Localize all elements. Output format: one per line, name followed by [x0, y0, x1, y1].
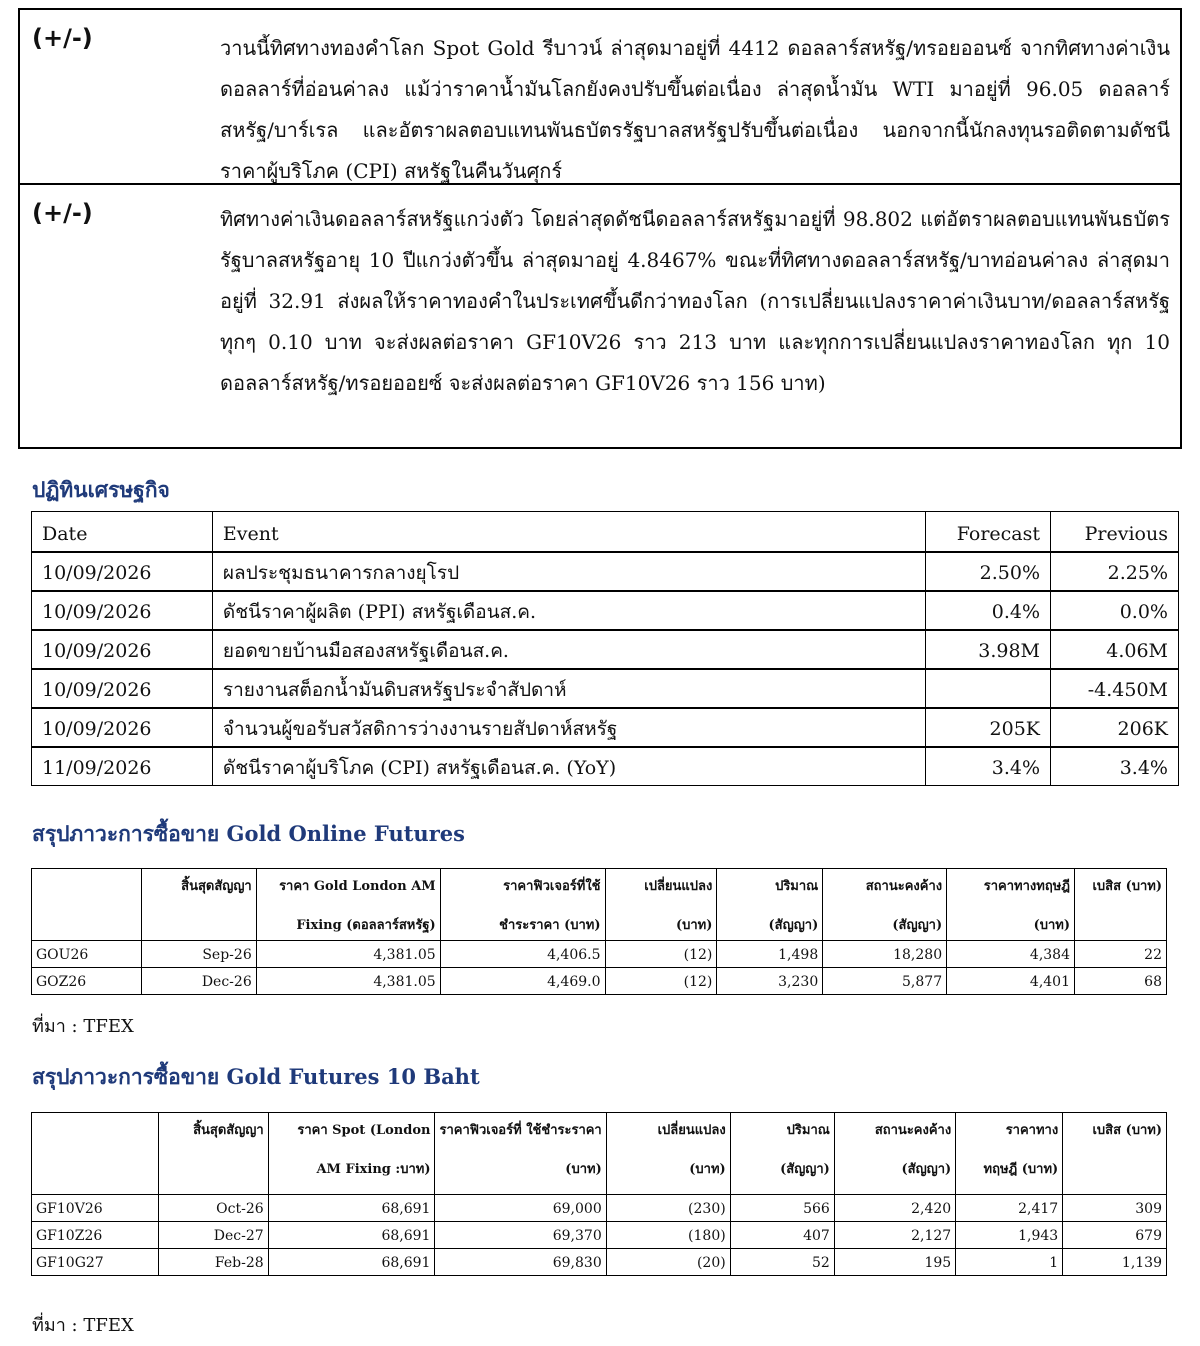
calendar-date-cell: 11/09/2026 [32, 747, 213, 786]
calendar-previous-cell: 206K [1051, 708, 1179, 747]
table-header-row [32, 512, 1179, 552]
source-note: ที่มา : TFEX [32, 1315, 134, 1336]
commentary-item [20, 10, 1180, 185]
column-header-line: (บาท) [675, 918, 713, 933]
table-cell: 2,127 [834, 1222, 955, 1249]
column-header-line: ทฤษฎี (บาท) [983, 1162, 1059, 1177]
calendar-forecast-cell [926, 669, 1051, 708]
column-header [440, 869, 605, 941]
contract-symbol-cell: GOU26 [32, 941, 142, 968]
table-cell: 68,691 [268, 1195, 435, 1222]
gold-online-futures-table [31, 868, 1167, 995]
gold-futures-10-baht-table [31, 1112, 1167, 1276]
column-header-line: เบสิส (บาท) [1092, 1123, 1162, 1138]
column-header-line: ปริมาณ [775, 879, 819, 894]
table-cell: 309 [1063, 1195, 1167, 1222]
calendar-event-cell: จำนวนผู้ขอรับสวัสดิการว่างงานรายสัปดาห์สหรัฐ [212, 708, 925, 747]
column-header: Previous [1051, 512, 1179, 552]
commentary-text: ทิศทางค่าเงินดอลลาร์สหรัฐแกว่งตัว โดยล่าสุดดัชนีดอลลาร์สหรัฐมาอยู่ที่ 98.802 แต่อัตราผลตอบแทนพันธบัตรรัฐบาลสหรัฐอายุ 10 ปีแกว่งตัวขึ้น ล่าสุดมาอยู่ 4.8467% ขณะที่ทิศทางดอลลาร์สหรัฐ/บาทอ่อนค่าลง ล่าสุดมาอยู่ที่ 32.91 ส่งผลให้ราคาทองคำในประเทศขึ้นดีกว่าทองโลก (การเปลี่ยนแปลงราคาค่าเงินบาท/ดอลลาร์สหรัฐทุกๆ 0.10 บาท จะส่งผลต่อราคา GF10V26 ราว 213 บาท และทุกการเปลี่ยนแปลงราคาทองโลก ทุก 10 ดอลลาร์สหรัฐ/ทรอยออยซ์ จะส่งผลต่อราคา GF10V26 ราว 156 บาท) [220, 207, 1170, 395]
table-cell: 3,230 [717, 968, 823, 995]
calendar-event-cell: รายงานสต็อกน้ำมันดิบสหรัฐประจำสัปดาห์ [212, 669, 925, 708]
column-header-line: ราคาทางทฤษฎี [983, 879, 1070, 894]
contract-symbol-cell: GF10G27 [32, 1249, 159, 1276]
column-header [141, 869, 256, 941]
table-row [32, 708, 1179, 747]
table-header-row [32, 1113, 1167, 1195]
calendar-event-cell: ผลประชุมธนาคารกลางยุโรป [212, 552, 925, 591]
column-header-line: สิ้นสุดสัญญา [193, 1123, 264, 1138]
table-cell: 407 [730, 1222, 834, 1249]
table-cell: (180) [606, 1222, 730, 1249]
calendar-forecast-cell: 0.4% [926, 591, 1051, 630]
commentary-item [20, 185, 1180, 447]
table-cell: 195 [834, 1249, 955, 1276]
table-row [32, 747, 1179, 786]
table-cell: (12) [605, 968, 717, 995]
calendar-forecast-cell: 3.4% [926, 747, 1051, 786]
table-cell: 4,401 [947, 968, 1075, 995]
table-row [32, 591, 1179, 630]
column-header: Date [32, 512, 213, 552]
table-header-row [32, 869, 1167, 941]
column-header [32, 1113, 159, 1195]
calendar-date-cell: 10/09/2026 [32, 630, 213, 669]
table-cell: 1 [956, 1249, 1063, 1276]
column-header-line: ปริมาณ [786, 1123, 830, 1138]
column-header [730, 1113, 834, 1195]
table-row [32, 1222, 1167, 1249]
column-header-line: (สัญญา) [780, 1162, 830, 1177]
table-cell: (20) [606, 1249, 730, 1276]
calendar-event-cell: ยอดขายบ้านมือสองสหรัฐเดือนส.ค. [212, 630, 925, 669]
calendar-event-cell: ดัชนีราคาผู้ผลิต (PPI) สหรัฐเดือนส.ค. [212, 591, 925, 630]
column-header [268, 1113, 435, 1195]
table-row [32, 1249, 1167, 1276]
calendar-date-cell: 10/09/2026 [32, 669, 213, 708]
column-header-line: (บาท) [1033, 918, 1070, 933]
column-header-line: ชำระราคา (บาท) [499, 918, 601, 933]
column-header-line: (สัญญา) [768, 918, 819, 933]
table-row [32, 1195, 1167, 1222]
table-cell: Sep-26 [141, 941, 256, 968]
calendar-previous-cell: 2.25% [1051, 552, 1179, 591]
source-note: ที่มา : TFEX [32, 1016, 134, 1037]
calendar-title: ปฏิทินเศรษฐกิจ [32, 477, 170, 502]
table-cell: 68,691 [268, 1249, 435, 1276]
column-header-line: (สัญญา) [892, 918, 943, 933]
column-header [606, 1113, 730, 1195]
column-header-line: ราคาฟิวเจอร์ที่ใช้ [503, 879, 601, 894]
column-header-line: ราคาฟิวเจอร์ที่ ใช้ชำระราคา [439, 1123, 602, 1138]
contract-symbol-cell: GOZ26 [32, 968, 142, 995]
column-header-line: Fixing (ดอลลาร์สหรัฐ) [296, 918, 436, 933]
table-cell: 18,280 [823, 941, 947, 968]
column-header [256, 869, 440, 941]
column-header [834, 1113, 955, 1195]
table-cell: (12) [605, 941, 717, 968]
table-cell: Feb-28 [158, 1249, 268, 1276]
economic-calendar-table [31, 511, 1179, 786]
table-cell: 4,406.5 [440, 941, 605, 968]
column-header [32, 869, 142, 941]
column-header-line: ราคา Gold London AM [279, 879, 436, 894]
table-cell: 1,139 [1063, 1249, 1167, 1276]
table-cell: 4,384 [947, 941, 1075, 968]
contract-symbol-cell: GF10V26 [32, 1195, 159, 1222]
calendar-date-cell: 10/09/2026 [32, 591, 213, 630]
table-cell: (230) [606, 1195, 730, 1222]
table-cell: 22 [1075, 941, 1167, 968]
table-cell: 1,498 [717, 941, 823, 968]
table-cell: 2,417 [956, 1195, 1063, 1222]
column-header-line: ราคา Spot (London [297, 1123, 431, 1138]
table-cell: 5,877 [823, 968, 947, 995]
table-cell: Oct-26 [158, 1195, 268, 1222]
commentary-text: วานนี้ทิศทางทองคำโลก Spot Gold รีบาวน์ ล่าสุดมาอยู่ที่ 4412 ดอลลาร์สหรัฐ/ทรอยออนซ์ จากทิศทางค่าเงินดอลลาร์ที่อ่อนค่าลง แม้ว่าราคาน้ำมันโลกยังคงปรับขึ้นต่อเนื่อง ล่าสุดน้ำมัน WTI มาอยู่ที่ 96.05 ดอลลาร์สหรัฐ/บาร์เรล และอัตราผลตอบแทนพันธบัตรรัฐบาลสหรัฐปรับขึ้นต่อเนื่อง นอกจากนี้นักลงทุนรอติดตามดัชนีราคาผู้บริโภค (CPI) สหรัฐในคืนวันศุกร์ [220, 36, 1170, 183]
table-cell: 2,420 [834, 1195, 955, 1222]
market-commentary-box [18, 8, 1182, 449]
calendar-forecast-cell: 3.98M [926, 630, 1051, 669]
column-header: Forecast [926, 512, 1051, 552]
column-header-line: สถานะคงค้าง [865, 879, 943, 894]
table-row [32, 968, 1167, 995]
column-header [947, 869, 1075, 941]
column-header [158, 1113, 268, 1195]
table-row [32, 630, 1179, 669]
gold-futures-title: สรุปภาวะการซื้อขาย Gold Futures 10 Baht [32, 1064, 480, 1089]
column-header [1063, 1113, 1167, 1195]
table-cell: 679 [1063, 1222, 1167, 1249]
column-header-line: สถานะคงค้าง [874, 1123, 952, 1138]
column-header [823, 869, 947, 941]
gold-online-title: สรุปภาวะการซื้อขาย Gold Online Futures [32, 821, 465, 846]
table-cell: 68 [1075, 968, 1167, 995]
calendar-previous-cell: 0.0% [1051, 591, 1179, 630]
column-header-line: (บาท) [565, 1162, 602, 1177]
calendar-previous-cell: 4.06M [1051, 630, 1179, 669]
table-cell: 68,691 [268, 1222, 435, 1249]
table-cell: 566 [730, 1195, 834, 1222]
calendar-forecast-cell: 205K [926, 708, 1051, 747]
table-cell: 69,830 [435, 1249, 606, 1276]
column-header-line: (สัญญา) [901, 1162, 952, 1177]
column-header: Event [212, 512, 925, 552]
calendar-previous-cell: 3.4% [1051, 747, 1179, 786]
table-cell: 4,381.05 [256, 941, 440, 968]
table-cell: 52 [730, 1249, 834, 1276]
calendar-date-cell: 10/09/2026 [32, 552, 213, 591]
column-header [956, 1113, 1063, 1195]
commentary-sign: (+/-) [32, 199, 93, 227]
table-cell: 1,943 [956, 1222, 1063, 1249]
column-header-line: (บาท) [689, 1162, 726, 1177]
column-header [1075, 869, 1167, 941]
table-row [32, 669, 1179, 708]
column-header-line: สิ้นสุดสัญญา [181, 879, 252, 894]
column-header-line: เปลี่ยนแปลง [657, 1123, 726, 1138]
column-header-line: เบสิส (บาท) [1092, 879, 1162, 894]
column-header-line: ราคาทาง [1005, 1123, 1059, 1138]
column-header-line: AM Fixing :บาท) [316, 1162, 431, 1177]
table-cell: 4,469.0 [440, 968, 605, 995]
column-header [717, 869, 823, 941]
table-cell: 69,000 [435, 1195, 606, 1222]
commentary-sign: (+/-) [32, 24, 93, 52]
table-cell: 4,381.05 [256, 968, 440, 995]
calendar-previous-cell: -4.450M [1051, 669, 1179, 708]
table-row [32, 552, 1179, 591]
calendar-forecast-cell: 2.50% [926, 552, 1051, 591]
calendar-event-cell: ดัชนีราคาผู้บริโภค (CPI) สหรัฐเดือนส.ค. (YoY) [212, 747, 925, 786]
table-cell: Dec-27 [158, 1222, 268, 1249]
table-row [32, 941, 1167, 968]
table-cell: 69,370 [435, 1222, 606, 1249]
calendar-date-cell: 10/09/2026 [32, 708, 213, 747]
contract-symbol-cell: GF10Z26 [32, 1222, 159, 1249]
column-header [605, 869, 717, 941]
table-cell: Dec-26 [141, 968, 256, 995]
column-header-line: เปลี่ยนแปลง [644, 879, 713, 894]
column-header [435, 1113, 606, 1195]
